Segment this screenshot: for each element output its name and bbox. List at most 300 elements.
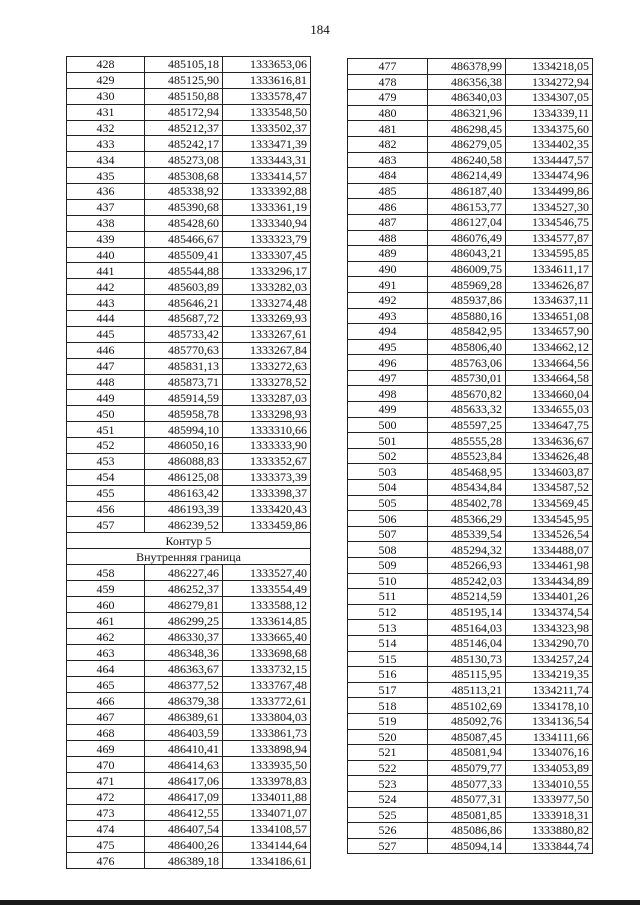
y-coordinate-cell: 1334186,61	[223, 853, 311, 869]
table-row	[67, 406, 311, 422]
table-row	[67, 184, 311, 200]
table-row	[67, 501, 311, 517]
point-number-cell: 483	[348, 152, 428, 168]
x-coordinate-cell: 486417,09	[145, 789, 223, 805]
table-row	[67, 104, 311, 120]
point-number-cell: 451	[67, 422, 145, 438]
table-row	[67, 613, 311, 629]
table-row	[67, 757, 311, 773]
point-number-cell: 514	[348, 635, 428, 651]
table-row	[67, 565, 311, 581]
y-coordinate-cell: 1333340,94	[223, 215, 311, 231]
x-coordinate-cell: 486163,42	[145, 485, 223, 501]
table-row	[67, 72, 311, 88]
table-row	[67, 136, 311, 152]
table-row	[348, 90, 593, 106]
table-row	[67, 88, 311, 104]
y-coordinate-cell: 1333471,39	[223, 136, 311, 152]
table-row	[348, 604, 593, 620]
y-coordinate-cell: 1333898,94	[223, 741, 311, 757]
y-coordinate-cell: 1334577,87	[506, 230, 593, 246]
y-coordinate-cell: 1334323,98	[506, 620, 593, 636]
table-row	[67, 199, 311, 215]
point-number-cell: 445	[67, 326, 145, 342]
y-coordinate-cell: 1333352,67	[223, 453, 311, 469]
table-row	[67, 725, 311, 741]
y-coordinate-cell: 1333323,79	[223, 231, 311, 247]
point-number-cell: 487	[348, 214, 428, 230]
table-row	[67, 263, 311, 279]
point-number-cell: 495	[348, 339, 428, 355]
table-row	[348, 838, 593, 854]
point-number-cell: 525	[348, 807, 428, 823]
y-coordinate-cell: 1333502,37	[223, 120, 311, 136]
point-number-cell: 479	[348, 90, 428, 106]
x-coordinate-cell: 486214,49	[428, 168, 506, 184]
x-coordinate-cell: 486410,41	[145, 741, 223, 757]
table-row	[348, 464, 593, 480]
x-coordinate-cell: 485077,33	[428, 776, 506, 792]
y-coordinate-cell: 1334527,30	[506, 199, 593, 215]
point-number-cell: 437	[67, 199, 145, 215]
x-coordinate-cell: 485294,32	[428, 542, 506, 558]
y-coordinate-cell: 1333361,19	[223, 199, 311, 215]
x-coordinate-cell: 485555,28	[428, 433, 506, 449]
x-coordinate-cell: 486239,52	[145, 517, 223, 533]
x-coordinate-cell: 485195,14	[428, 604, 506, 620]
table-row	[67, 693, 311, 709]
y-coordinate-cell: 1334569,45	[506, 495, 593, 511]
table-row	[348, 59, 593, 75]
table-row	[348, 651, 593, 667]
point-number-cell: 436	[67, 184, 145, 200]
point-number-cell: 438	[67, 215, 145, 231]
y-coordinate-cell: 1333414,57	[223, 168, 311, 184]
scan-edge-bar	[0, 900, 640, 905]
y-coordinate-cell: 1334144,64	[223, 837, 311, 853]
table-row	[67, 422, 311, 438]
point-number-cell: 503	[348, 464, 428, 480]
point-number-cell: 499	[348, 402, 428, 418]
point-number-cell: 449	[67, 390, 145, 406]
point-number-cell: 467	[67, 709, 145, 725]
point-number-cell: 489	[348, 246, 428, 262]
y-coordinate-cell: 1333614,85	[223, 613, 311, 629]
point-number-cell: 512	[348, 604, 428, 620]
y-coordinate-cell: 1334545,95	[506, 511, 593, 527]
section-title-row	[67, 533, 311, 549]
table-row	[67, 741, 311, 757]
x-coordinate-cell: 485687,72	[145, 311, 223, 327]
x-coordinate-cell: 486299,25	[145, 613, 223, 629]
table-row	[67, 168, 311, 184]
x-coordinate-cell: 485402,78	[428, 495, 506, 511]
x-coordinate-cell: 486127,04	[428, 214, 506, 230]
x-coordinate-cell: 485806,40	[428, 339, 506, 355]
point-number-cell: 433	[67, 136, 145, 152]
table-row	[348, 635, 593, 651]
point-number-cell: 515	[348, 651, 428, 667]
x-coordinate-cell: 486348,36	[145, 645, 223, 661]
x-coordinate-cell: 486043,21	[428, 246, 506, 262]
point-number-cell: 455	[67, 485, 145, 501]
table-row	[348, 292, 593, 308]
point-number-cell: 496	[348, 355, 428, 371]
point-number-cell: 432	[67, 120, 145, 136]
y-coordinate-cell: 1333459,86	[223, 517, 311, 533]
y-coordinate-cell: 1333269,93	[223, 311, 311, 327]
left-table-rows-before	[67, 57, 311, 533]
x-coordinate-cell: 485212,37	[145, 120, 223, 136]
table-row	[348, 386, 593, 402]
x-coordinate-cell: 485081,85	[428, 807, 506, 823]
x-coordinate-cell: 485831,13	[145, 358, 223, 374]
table-row	[348, 620, 593, 636]
x-coordinate-cell: 486279,81	[145, 597, 223, 613]
point-number-cell: 444	[67, 311, 145, 327]
right-table-rows	[348, 59, 593, 854]
point-number-cell: 493	[348, 308, 428, 324]
table-row	[67, 279, 311, 295]
point-number-cell: 488	[348, 230, 428, 246]
point-number-cell: 466	[67, 693, 145, 709]
point-number-cell: 482	[348, 136, 428, 152]
y-coordinate-cell: 1334111,66	[506, 729, 593, 745]
x-coordinate-cell: 485102,69	[428, 698, 506, 714]
table-row	[348, 682, 593, 698]
y-coordinate-cell: 1334108,57	[223, 821, 311, 837]
point-number-cell: 527	[348, 838, 428, 854]
point-number-cell: 519	[348, 713, 428, 729]
x-coordinate-cell: 486330,37	[145, 629, 223, 645]
point-number-cell: 501	[348, 433, 428, 449]
x-coordinate-cell: 486298,45	[428, 121, 506, 137]
point-number-cell: 506	[348, 511, 428, 527]
x-coordinate-cell: 485081,94	[428, 745, 506, 761]
x-coordinate-cell: 485633,32	[428, 402, 506, 418]
x-coordinate-cell: 485969,28	[428, 277, 506, 293]
table-row	[67, 853, 311, 869]
y-coordinate-cell: 1334657,90	[506, 324, 593, 340]
x-coordinate-cell: 485242,03	[428, 573, 506, 589]
section-subtitle: Внутренняя граница	[67, 549, 311, 565]
y-coordinate-cell: 1334461,98	[506, 558, 593, 574]
x-coordinate-cell: 485914,59	[145, 390, 223, 406]
y-coordinate-cell: 1334375,60	[506, 121, 593, 137]
point-number-cell: 474	[67, 821, 145, 837]
point-number-cell: 429	[67, 72, 145, 88]
x-coordinate-cell: 486377,52	[145, 677, 223, 693]
table-row	[348, 760, 593, 776]
table-row	[67, 326, 311, 342]
point-number-cell: 439	[67, 231, 145, 247]
x-coordinate-cell: 485873,71	[145, 374, 223, 390]
x-coordinate-cell: 486417,06	[145, 773, 223, 789]
y-coordinate-cell: 1333665,40	[223, 629, 311, 645]
table-row	[67, 342, 311, 358]
y-coordinate-cell: 1334637,11	[506, 292, 593, 308]
y-coordinate-cell: 1333398,37	[223, 485, 311, 501]
x-coordinate-cell: 486321,96	[428, 105, 506, 121]
x-coordinate-cell: 485646,21	[145, 295, 223, 311]
y-coordinate-cell: 1334211,74	[506, 682, 593, 698]
table-row	[348, 168, 593, 184]
point-number-cell: 453	[67, 453, 145, 469]
point-number-cell: 434	[67, 152, 145, 168]
x-coordinate-cell: 485146,04	[428, 635, 506, 651]
table-row	[67, 453, 311, 469]
y-coordinate-cell: 1334611,17	[506, 261, 593, 277]
table-row	[348, 308, 593, 324]
y-coordinate-cell: 1333861,73	[223, 725, 311, 741]
x-coordinate-cell: 485115,95	[428, 667, 506, 683]
table-row	[348, 417, 593, 433]
point-number-cell: 430	[67, 88, 145, 104]
y-coordinate-cell: 1334290,70	[506, 635, 593, 651]
point-number-cell: 494	[348, 324, 428, 340]
x-coordinate-cell: 485266,93	[428, 558, 506, 574]
table-row	[67, 390, 311, 406]
point-number-cell: 468	[67, 725, 145, 741]
point-number-cell: 498	[348, 386, 428, 402]
x-coordinate-cell: 486193,39	[145, 501, 223, 517]
table-row	[348, 776, 593, 792]
x-coordinate-cell: 486153,77	[428, 199, 506, 215]
table-row	[348, 339, 593, 355]
table-row	[348, 199, 593, 215]
point-number-cell: 517	[348, 682, 428, 698]
table-row	[348, 526, 593, 542]
table-row	[67, 152, 311, 168]
x-coordinate-cell: 486279,05	[428, 136, 506, 152]
table-row	[67, 120, 311, 136]
point-number-cell: 476	[67, 853, 145, 869]
y-coordinate-cell: 1334655,03	[506, 402, 593, 418]
table-row	[348, 745, 593, 761]
table-row	[348, 402, 593, 418]
table-row	[67, 661, 311, 677]
table-row	[348, 542, 593, 558]
y-coordinate-cell: 1334434,89	[506, 573, 593, 589]
table-row	[67, 485, 311, 501]
x-coordinate-cell: 485434,84	[428, 480, 506, 496]
table-row	[348, 698, 593, 714]
x-coordinate-cell: 485086,86	[428, 823, 506, 839]
y-coordinate-cell: 1334662,12	[506, 339, 593, 355]
table-row	[348, 277, 593, 293]
table-row	[348, 480, 593, 496]
y-coordinate-cell: 1333307,45	[223, 247, 311, 263]
y-coordinate-cell: 1334011,88	[223, 789, 311, 805]
y-coordinate-cell: 1333804,03	[223, 709, 311, 725]
x-coordinate-cell: 485466,67	[145, 231, 223, 247]
x-coordinate-cell: 485105,18	[145, 57, 223, 73]
point-number-cell: 472	[67, 789, 145, 805]
table-row	[67, 789, 311, 805]
x-coordinate-cell: 485937,86	[428, 292, 506, 308]
x-coordinate-cell: 486389,61	[145, 709, 223, 725]
x-coordinate-cell: 485242,17	[145, 136, 223, 152]
table-row	[348, 136, 593, 152]
table-row	[348, 74, 593, 90]
point-number-cell: 521	[348, 745, 428, 761]
point-number-cell: 526	[348, 823, 428, 839]
point-number-cell: 522	[348, 760, 428, 776]
point-number-cell: 448	[67, 374, 145, 390]
table-row	[67, 57, 311, 73]
y-coordinate-cell: 1334402,35	[506, 136, 593, 152]
y-coordinate-cell: 1334626,87	[506, 277, 593, 293]
y-coordinate-cell: 1333653,06	[223, 57, 311, 73]
x-coordinate-cell: 485428,60	[145, 215, 223, 231]
table-row	[67, 677, 311, 693]
table-row	[67, 629, 311, 645]
y-coordinate-cell: 1334136,54	[506, 713, 593, 729]
y-coordinate-cell: 1334647,75	[506, 417, 593, 433]
y-coordinate-cell: 1333392,88	[223, 184, 311, 200]
y-coordinate-cell: 1334071,07	[223, 805, 311, 821]
x-coordinate-cell: 485958,78	[145, 406, 223, 422]
point-number-cell: 478	[348, 74, 428, 90]
point-number-cell: 490	[348, 261, 428, 277]
table-row	[348, 355, 593, 371]
point-number-cell: 461	[67, 613, 145, 629]
point-number-cell: 452	[67, 438, 145, 454]
point-number-cell: 469	[67, 741, 145, 757]
y-coordinate-cell: 1333298,93	[223, 406, 311, 422]
x-coordinate-cell: 485338,92	[145, 184, 223, 200]
section-subtitle-row	[67, 549, 311, 565]
section-header	[67, 533, 311, 565]
table-row	[67, 805, 311, 821]
point-number-cell: 435	[67, 168, 145, 184]
table-row	[67, 247, 311, 263]
x-coordinate-cell: 486356,38	[428, 74, 506, 90]
table-row	[348, 152, 593, 168]
table-row	[348, 713, 593, 729]
point-number-cell: 510	[348, 573, 428, 589]
point-number-cell: 464	[67, 661, 145, 677]
y-coordinate-cell: 1333267,61	[223, 326, 311, 342]
section-title: Контур 5	[67, 533, 311, 549]
x-coordinate-cell: 486050,16	[145, 438, 223, 454]
table-row	[348, 791, 593, 807]
y-coordinate-cell: 1334076,16	[506, 745, 593, 761]
table-row	[67, 821, 311, 837]
point-number-cell: 502	[348, 448, 428, 464]
x-coordinate-cell: 485842,95	[428, 324, 506, 340]
x-coordinate-cell: 486240,58	[428, 152, 506, 168]
y-coordinate-cell: 1333272,63	[223, 358, 311, 374]
point-number-cell: 447	[67, 358, 145, 374]
x-coordinate-cell: 486187,40	[428, 183, 506, 199]
y-coordinate-cell: 1333527,40	[223, 565, 311, 581]
y-coordinate-cell: 1334272,94	[506, 74, 593, 90]
table-row	[348, 246, 593, 262]
page-number: 184	[310, 22, 330, 37]
y-coordinate-cell: 1333698,68	[223, 645, 311, 661]
point-number-cell: 442	[67, 279, 145, 295]
y-coordinate-cell: 1334257,24	[506, 651, 593, 667]
table-row	[348, 214, 593, 230]
x-coordinate-cell: 486403,59	[145, 725, 223, 741]
table-row	[348, 823, 593, 839]
table-row	[67, 597, 311, 613]
table-row	[348, 261, 593, 277]
table-row	[348, 573, 593, 589]
table-row	[67, 215, 311, 231]
x-coordinate-cell: 485113,21	[428, 682, 506, 698]
x-coordinate-cell: 485763,06	[428, 355, 506, 371]
y-coordinate-cell: 1334603,87	[506, 464, 593, 480]
table-row	[67, 645, 311, 661]
table-row	[348, 807, 593, 823]
x-coordinate-cell: 486407,54	[145, 821, 223, 837]
y-coordinate-cell: 1334488,07	[506, 542, 593, 558]
y-coordinate-cell: 1333548,50	[223, 104, 311, 120]
table-row	[67, 231, 311, 247]
table-row	[67, 773, 311, 789]
x-coordinate-cell: 485468,95	[428, 464, 506, 480]
x-coordinate-cell: 485880,16	[428, 308, 506, 324]
table-row	[67, 438, 311, 454]
point-number-cell: 443	[67, 295, 145, 311]
x-coordinate-cell: 486076,49	[428, 230, 506, 246]
table-row	[348, 558, 593, 574]
x-coordinate-cell: 485390,68	[145, 199, 223, 215]
y-coordinate-cell: 1333977,50	[506, 791, 593, 807]
x-coordinate-cell: 486389,18	[145, 853, 223, 869]
y-coordinate-cell: 1334664,58	[506, 370, 593, 386]
x-coordinate-cell: 486227,46	[145, 565, 223, 581]
x-coordinate-cell: 486088,83	[145, 453, 223, 469]
point-number-cell: 486	[348, 199, 428, 215]
table-row	[348, 729, 593, 745]
x-coordinate-cell: 485077,31	[428, 791, 506, 807]
point-number-cell: 491	[348, 277, 428, 293]
y-coordinate-cell: 1334595,85	[506, 246, 593, 262]
point-number-cell: 431	[67, 104, 145, 120]
y-coordinate-cell: 1334219,35	[506, 667, 593, 683]
y-coordinate-cell: 1334178,10	[506, 698, 593, 714]
table-row	[348, 370, 593, 386]
x-coordinate-cell: 485164,03	[428, 620, 506, 636]
x-coordinate-cell: 485603,89	[145, 279, 223, 295]
table-row	[67, 311, 311, 327]
x-coordinate-cell: 485079,77	[428, 760, 506, 776]
point-number-cell: 480	[348, 105, 428, 121]
table-row	[348, 230, 593, 246]
y-coordinate-cell: 1334636,67	[506, 433, 593, 449]
point-number-cell: 484	[348, 168, 428, 184]
table-row	[348, 495, 593, 511]
point-number-cell: 450	[67, 406, 145, 422]
x-coordinate-cell: 485544,88	[145, 263, 223, 279]
table-row	[348, 667, 593, 683]
x-coordinate-cell: 485125,90	[145, 72, 223, 88]
y-coordinate-cell: 1333554,49	[223, 581, 311, 597]
y-coordinate-cell: 1334053,89	[506, 760, 593, 776]
point-number-cell: 516	[348, 667, 428, 683]
x-coordinate-cell: 486125,08	[145, 469, 223, 485]
table-row	[67, 469, 311, 485]
table-row	[348, 105, 593, 121]
y-coordinate-cell: 1334587,52	[506, 480, 593, 496]
y-coordinate-cell: 1334499,86	[506, 183, 593, 199]
x-coordinate-cell: 486412,55	[145, 805, 223, 821]
y-coordinate-cell: 1333578,47	[223, 88, 311, 104]
y-coordinate-cell: 1333420,43	[223, 501, 311, 517]
